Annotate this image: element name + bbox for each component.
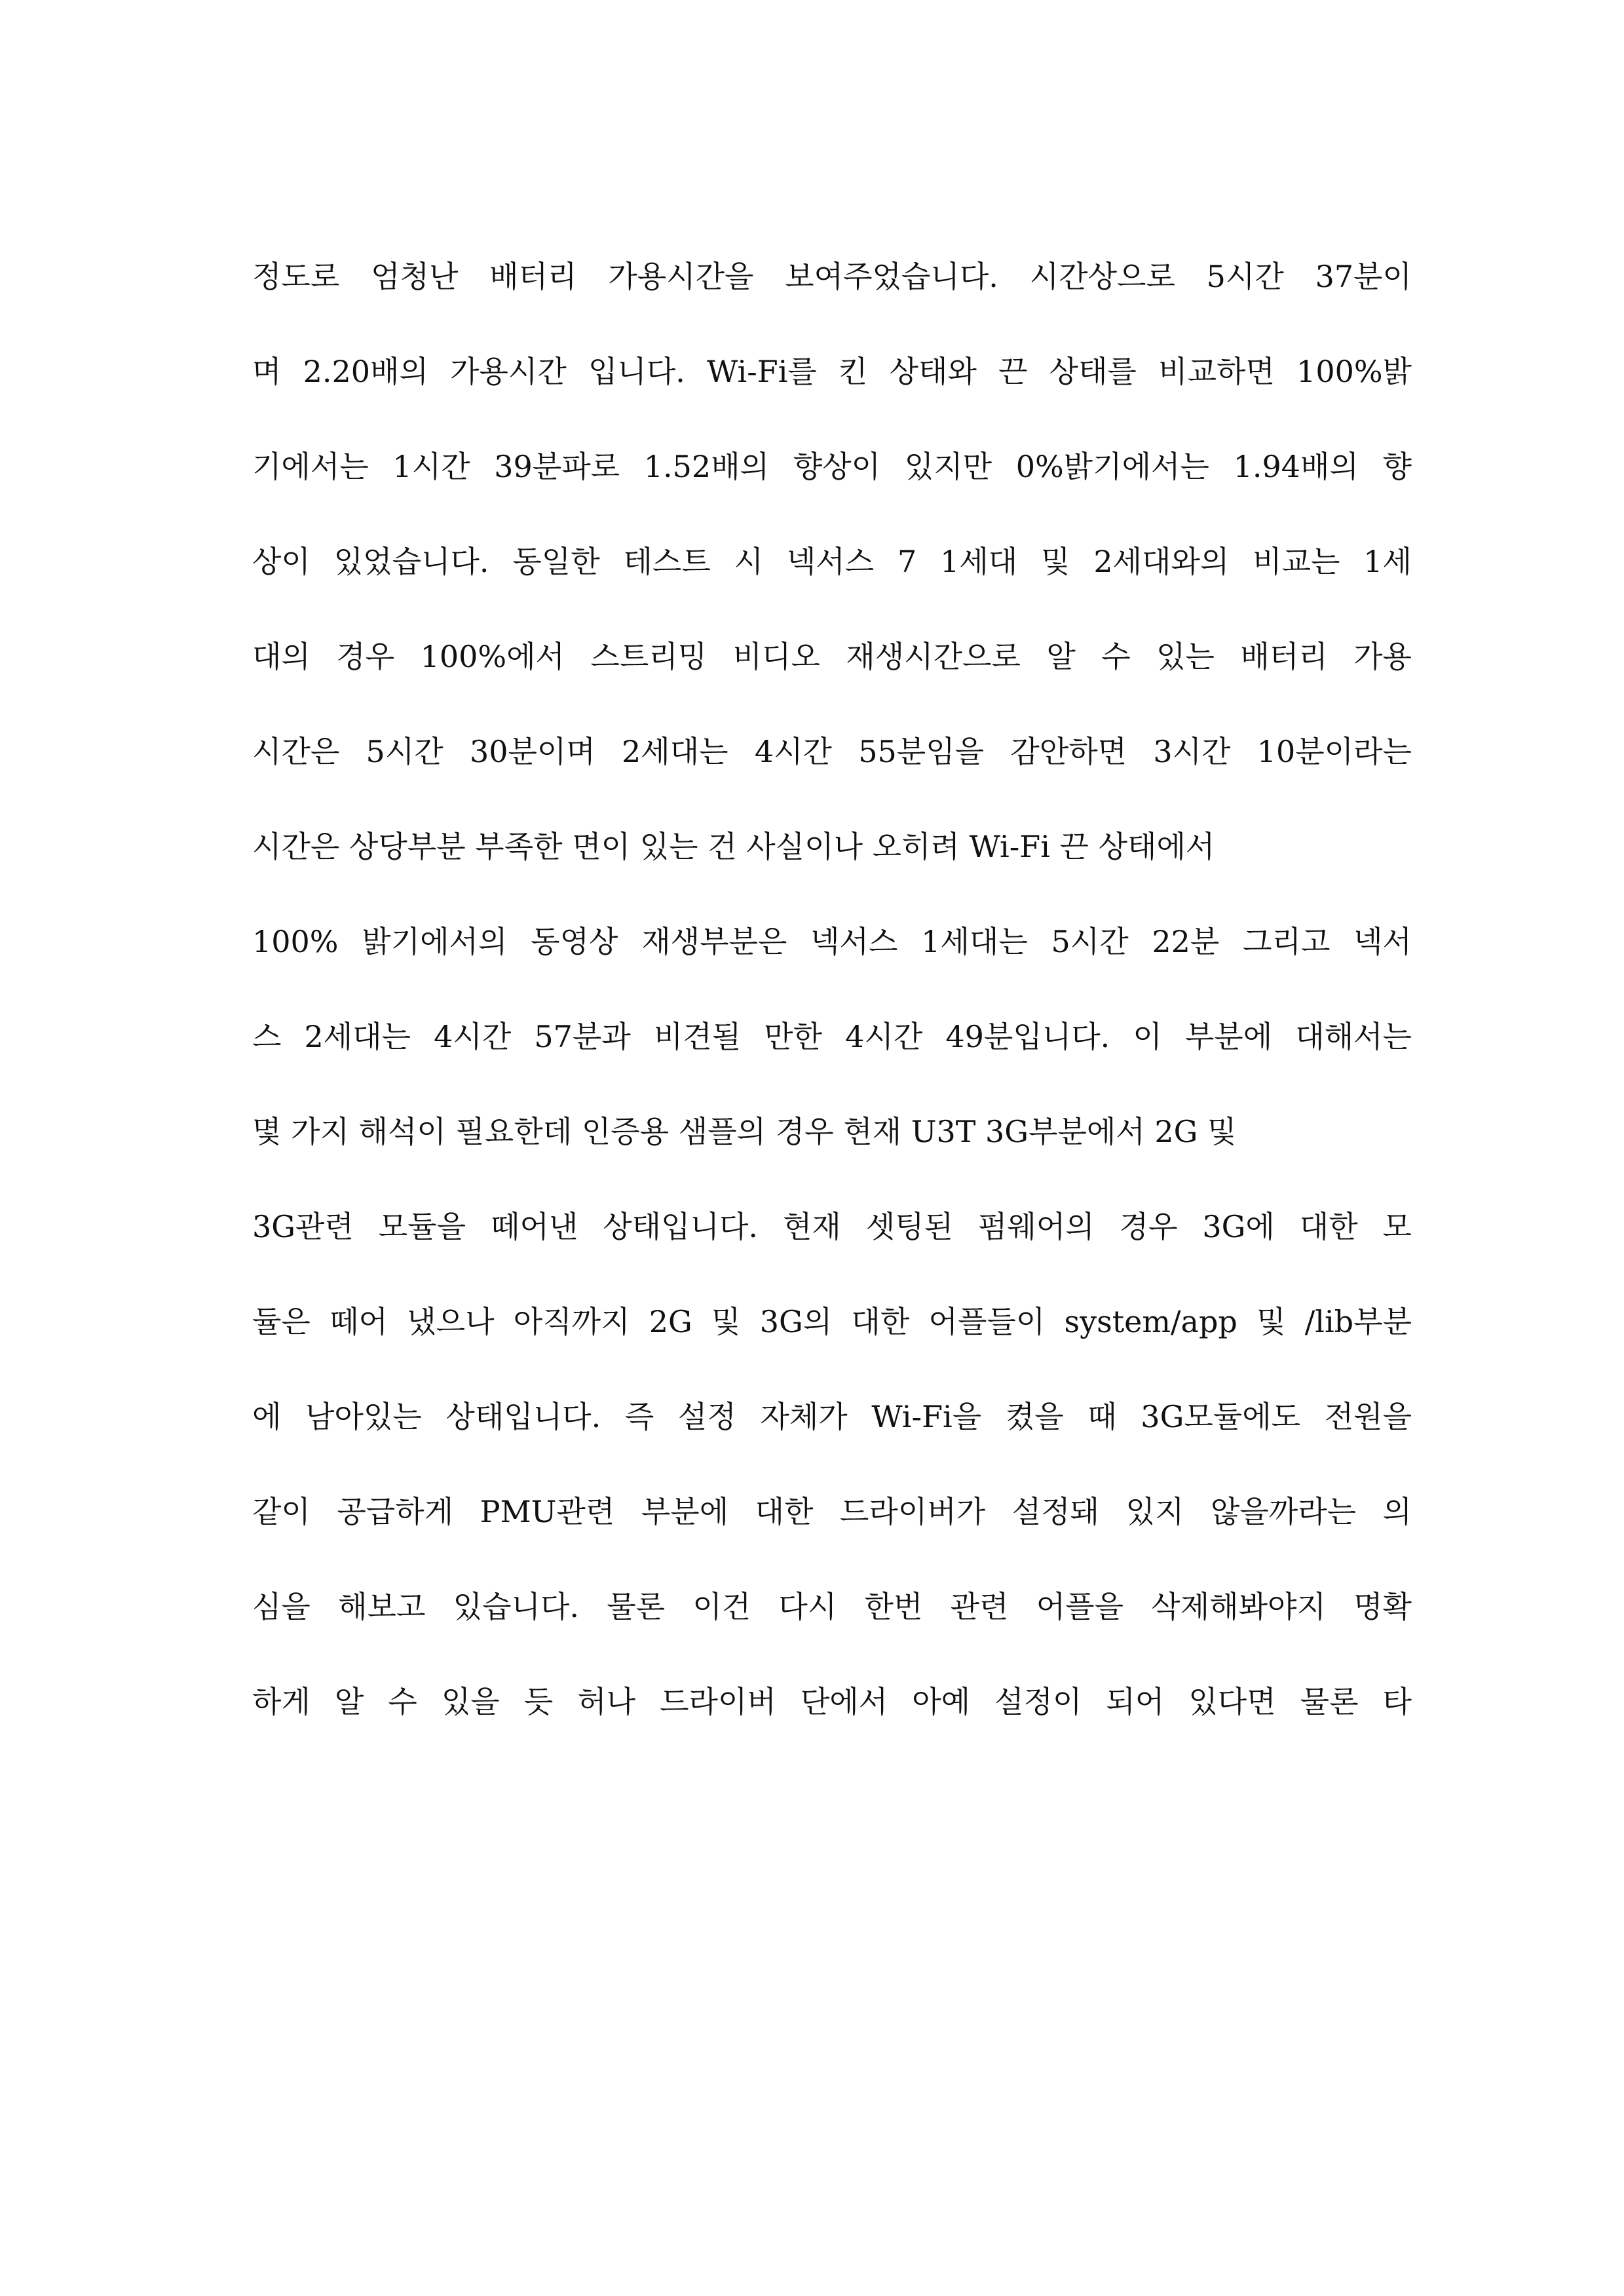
text-line: 듈은 떼어 냈으나 아직까지 2G 및 3G의 대한 어플들이 system/app 및 /lib부분 [252, 1304, 1412, 1339]
text-line: 스 2세대는 4시간 57분과 비견될 만한 4시간 49분입니다. 이 부분에 대해서는 [252, 1019, 1412, 1054]
text-line: 같이 공급하게 PMU관련 부분에 대한 드라이버가 설정돼 있지 않을까라는 의 [252, 1494, 1412, 1529]
text-line: 하게 알 수 있을 듯 허나 드라이버 단에서 아예 설정이 되어 있다면 물론 타 [252, 1684, 1412, 1719]
text-line: 몇 가지 해석이 필요한데 인증용 샘플의 경우 현재 U3T 3G부분에서 2G 및 [252, 1114, 1237, 1149]
text-line: 며 2.20배의 가용시간 입니다. Wi-Fi를 킨 상태와 끈 상태를 비교하면 100%밝 [252, 354, 1412, 389]
text-line: 대의 경우 100%에서 스트리밍 비디오 재생시간으로 알 수 있는 배터리 가용 [252, 639, 1412, 674]
text-line: 심을 해보고 있습니다. 물론 이건 다시 한번 관련 어플을 삭제해봐야지 명확 [252, 1589, 1412, 1624]
text-line: 시간은 5시간 30분이며 2세대는 4시간 55분임을 감안하면 3시간 10분이라는 [252, 734, 1412, 769]
text-line: 에 남아있는 상태입니다. 즉 설정 자체가 Wi-Fi을 켰을 때 3G모듈에도 전원을 [252, 1399, 1412, 1434]
text-line: 정도로 엄청난 배터리 가용시간을 보여주었습니다. 시간상으로 5시간 37분이 [252, 259, 1412, 294]
text-line: 3G관련 모듈을 떼어낸 상태입니다. 현재 셋팅된 펌웨어의 경우 3G에 대한 모 [252, 1209, 1412, 1244]
text-line: 시간은 상당부분 부족한 면이 있는 건 사실이나 오히려 Wi-Fi 끈 상태에서 [252, 829, 1215, 864]
text-line: 100% 밝기에서의 동영상 재생부분은 넥서스 1세대는 5시간 22분 그리고 넥서 [252, 924, 1412, 959]
body-text [252, 229, 1412, 1750]
text-line: 기에서는 1시간 39분파로 1.52배의 향상이 있지만 0%밝기에서는 1.94배의 향 [252, 449, 1412, 484]
text-line: 상이 있었습니다. 동일한 테스트 시 넥서스 7 1세대 및 2세대와의 비교는 1세 [252, 544, 1412, 579]
